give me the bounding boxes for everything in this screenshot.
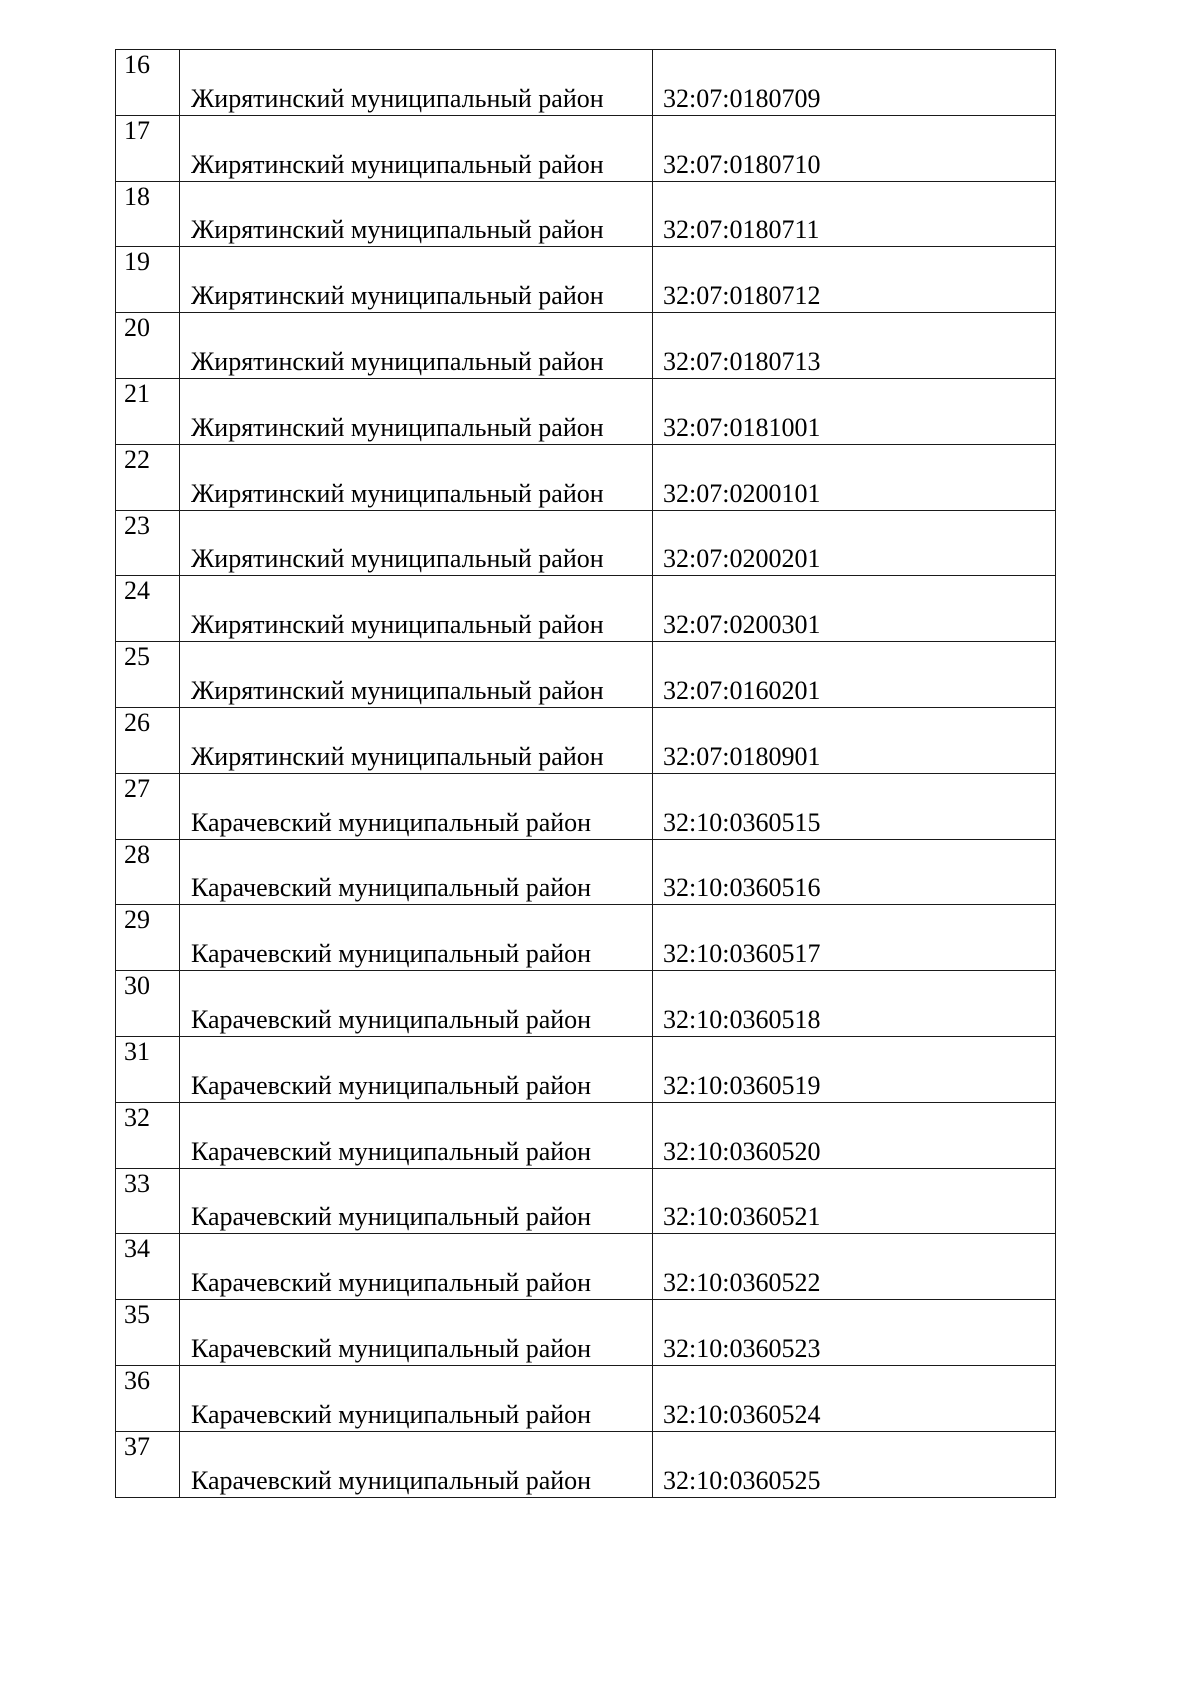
table-row (116, 313, 1056, 379)
table-row (116, 1036, 1056, 1102)
table-row (116, 1102, 1056, 1168)
municipal-district-cell: Карачевский муниципальный район (180, 839, 653, 905)
cadastral-number-cell: 32:07:0181001 (653, 378, 1056, 444)
row-number-cell: 36 (116, 1365, 180, 1431)
table-row (116, 247, 1056, 313)
municipal-district-cell: Карачевский муниципальный район (180, 1431, 653, 1497)
municipal-district-cell: Жирятинский муниципальный район (180, 707, 653, 773)
municipal-district-cell: Жирятинский муниципальный район (180, 50, 653, 116)
municipal-district-cell: Карачевский муниципальный район (180, 773, 653, 839)
cadastral-number-cell: 32:07:0200101 (653, 444, 1056, 510)
municipal-district-cell: Жирятинский муниципальный район (180, 181, 653, 247)
row-number-cell: 27 (116, 773, 180, 839)
row-number-cell: 25 (116, 642, 180, 708)
table-row (116, 378, 1056, 444)
municipal-district-cell: Жирятинский муниципальный район (180, 247, 653, 313)
cadastral-number-cell: 32:07:0180713 (653, 313, 1056, 379)
cadastral-blocks-table (115, 49, 1056, 1498)
row-number-cell: 29 (116, 905, 180, 971)
table-row (116, 707, 1056, 773)
row-number-cell: 34 (116, 1234, 180, 1300)
row-number-cell: 32 (116, 1102, 180, 1168)
municipal-district-cell: Жирятинский муниципальный район (180, 378, 653, 444)
cadastral-number-cell: 32:10:0360522 (653, 1234, 1056, 1300)
cadastral-number-cell: 32:07:0200201 (653, 510, 1056, 576)
row-number-cell: 30 (116, 971, 180, 1037)
table-row (116, 1234, 1056, 1300)
cadastral-number-cell: 32:10:0360523 (653, 1300, 1056, 1366)
row-number-cell: 20 (116, 313, 180, 379)
table-row (116, 1431, 1056, 1497)
cadastral-number-cell: 32:10:0360518 (653, 971, 1056, 1037)
row-number-cell: 28 (116, 839, 180, 905)
cadastral-number-cell: 32:10:0360516 (653, 839, 1056, 905)
row-number-cell: 17 (116, 115, 180, 181)
municipal-district-cell: Карачевский муниципальный район (180, 971, 653, 1037)
table-row (116, 773, 1056, 839)
table-row (116, 181, 1056, 247)
table-row (116, 1300, 1056, 1366)
row-number-cell: 37 (116, 1431, 180, 1497)
row-number-cell: 21 (116, 378, 180, 444)
cadastral-number-cell: 32:10:0360517 (653, 905, 1056, 971)
table-row (116, 642, 1056, 708)
municipal-district-cell: Карачевский муниципальный район (180, 1168, 653, 1234)
table-row (116, 50, 1056, 116)
municipal-district-cell: Карачевский муниципальный район (180, 905, 653, 971)
municipal-district-cell: Карачевский муниципальный район (180, 1300, 653, 1366)
row-number-cell: 24 (116, 576, 180, 642)
row-number-cell: 33 (116, 1168, 180, 1234)
cadastral-number-cell: 32:07:0180711 (653, 181, 1056, 247)
row-number-cell: 23 (116, 510, 180, 576)
row-number-cell: 16 (116, 50, 180, 116)
table-row (116, 971, 1056, 1037)
cadastral-number-cell: 32:10:0360519 (653, 1036, 1056, 1102)
cadastral-number-cell: 32:07:0180712 (653, 247, 1056, 313)
row-number-cell: 35 (116, 1300, 180, 1366)
municipal-district-cell: Карачевский муниципальный район (180, 1365, 653, 1431)
table-row (116, 510, 1056, 576)
table-row (116, 905, 1056, 971)
cadastral-number-cell: 32:07:0160201 (653, 642, 1056, 708)
municipal-district-cell: Жирятинский муниципальный район (180, 576, 653, 642)
cadastral-number-cell: 32:07:0180710 (653, 115, 1056, 181)
row-number-cell: 31 (116, 1036, 180, 1102)
municipal-district-cell: Жирятинский муниципальный район (180, 444, 653, 510)
table-body (116, 50, 1056, 1498)
cadastral-number-cell: 32:07:0180709 (653, 50, 1056, 116)
cadastral-number-cell: 32:10:0360524 (653, 1365, 1056, 1431)
cadastral-number-cell: 32:07:0180901 (653, 707, 1056, 773)
cadastral-number-cell: 32:10:0360515 (653, 773, 1056, 839)
municipal-district-cell: Жирятинский муниципальный район (180, 115, 653, 181)
table-row (116, 839, 1056, 905)
cadastral-number-cell: 32:10:0360521 (653, 1168, 1056, 1234)
municipal-district-cell: Карачевский муниципальный район (180, 1234, 653, 1300)
table-row (116, 1365, 1056, 1431)
cadastral-number-cell: 32:07:0200301 (653, 576, 1056, 642)
cadastral-number-cell: 32:10:0360520 (653, 1102, 1056, 1168)
municipal-district-cell: Карачевский муниципальный район (180, 1102, 653, 1168)
table-row (116, 1168, 1056, 1234)
row-number-cell: 22 (116, 444, 180, 510)
table-row (116, 576, 1056, 642)
row-number-cell: 18 (116, 181, 180, 247)
table-row (116, 115, 1056, 181)
table-row (116, 444, 1056, 510)
municipal-district-cell: Жирятинский муниципальный район (180, 510, 653, 576)
row-number-cell: 26 (116, 707, 180, 773)
municipal-district-cell: Жирятинский муниципальный район (180, 642, 653, 708)
cadastral-number-cell: 32:10:0360525 (653, 1431, 1056, 1497)
row-number-cell: 19 (116, 247, 180, 313)
municipal-district-cell: Жирятинский муниципальный район (180, 313, 653, 379)
municipal-district-cell: Карачевский муниципальный район (180, 1036, 653, 1102)
